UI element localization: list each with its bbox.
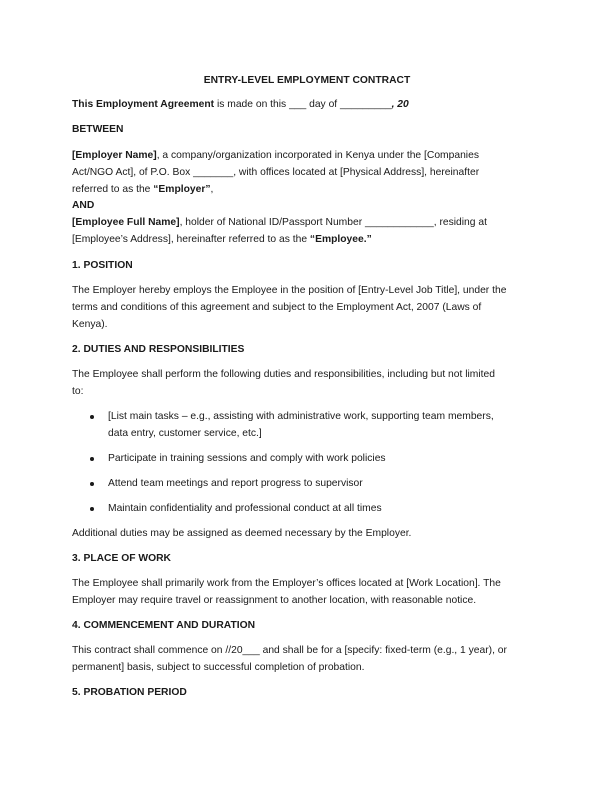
section-heading-place: 3. PLACE OF WORK (72, 553, 171, 564)
place-line-2: Employer may require travel or reassignment to another location, with reasonable notice. (72, 595, 477, 606)
intro-bold-lead: This Employment Agreement (72, 99, 215, 110)
employer-line-2: Act/NGO Act], of P.O. Box _______, with offices located at [Physical Address], hereinafter (72, 167, 480, 178)
intro-year: , 20 (391, 99, 409, 110)
bullet-icon (90, 507, 94, 511)
employer-name: [Employer Name] (72, 150, 157, 161)
position-line-1: The Employer hereby employs the Employee in the position of [Entry-Level Job Title], under the (72, 285, 507, 296)
place-line-1: The Employee shall primarily work from the Employer’s offices located at [Work Location]. The (72, 578, 501, 589)
position-line-3: Kenya). (72, 319, 108, 330)
duties-line-1: The Employee shall perform the following duties and responsibilities, including but not limited (72, 369, 495, 380)
employee-name: [Employee Full Name] (72, 217, 180, 228)
bullet-icon (90, 482, 94, 486)
intro-text: is made on this ___ day of _________ (214, 99, 392, 110)
bullet-icon (90, 457, 94, 461)
position-line-2: terms and conditions of this agreement and subject to the Employment Act, 2007 (Laws of (72, 302, 482, 313)
employer-line-1: [Employer Name], a company/organization incorporated in Kenya under the [Companies (72, 150, 479, 161)
section-heading-position: 1. POSITION (72, 260, 133, 271)
duties-line-2: to: (72, 386, 84, 397)
employer-line-3: referred to as the “Employer”, (72, 184, 214, 195)
intro-line (72, 96, 409, 113)
duties-additional: Additional duties may be assigned as deemed necessary by the Employer. (72, 528, 412, 539)
section-heading-probation: 5. PROBATION PERIOD (72, 687, 187, 698)
bullet-icon (90, 415, 94, 419)
section-heading-duties: 2. DUTIES AND RESPONSIBILITIES (72, 344, 245, 355)
employee-term: “Employee.” (309, 234, 372, 245)
between-heading: BETWEEN (72, 124, 124, 135)
and-heading: AND (72, 200, 95, 211)
employer-term: “Employer” (153, 184, 211, 195)
section-heading-commencement: 4. COMMENCEMENT AND DURATION (72, 620, 256, 631)
employee-line-1: [Employee Full Name], holder of National ID/Passport Number ____________, residing at (72, 217, 487, 228)
employee-line-2: [Employee’s Address], hereinafter referred to as the “Employee.” (72, 234, 372, 245)
document-title: ENTRY-LEVEL EMPLOYMENT CONTRACT (203, 75, 411, 86)
commencement-line-1: This contract shall commence on //20___ and shall be for a [specify: fixed-term (e.g., 1 year), or (72, 645, 507, 656)
commencement-line-2: permanent] basis, subject to successful completion of probation. (72, 662, 365, 673)
